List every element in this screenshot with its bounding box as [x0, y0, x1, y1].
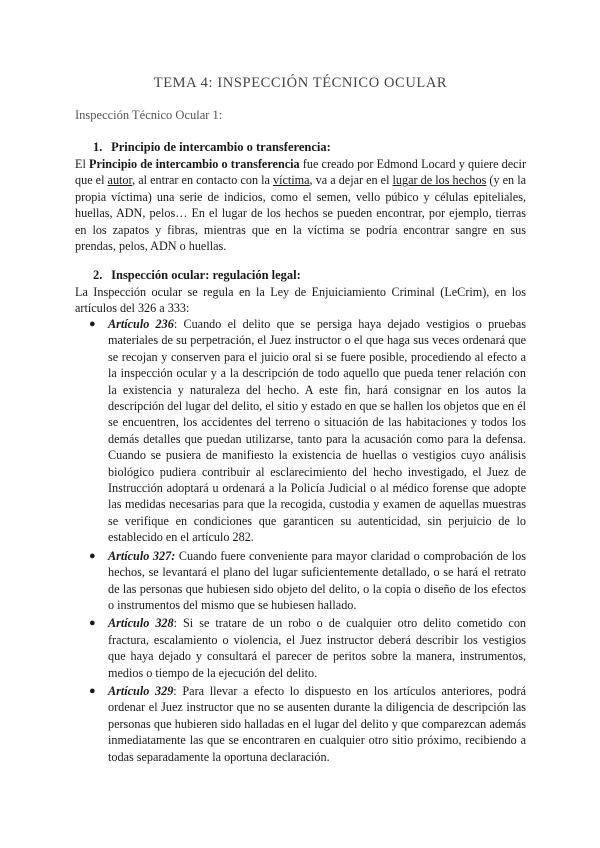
bullet-icon: ● — [89, 318, 96, 330]
term-victima: víctima — [272, 173, 310, 188]
section-2-heading — [93, 268, 301, 283]
article-item — [75, 316, 526, 546]
bullet-icon: ● — [89, 617, 96, 630]
article-item — [75, 548, 526, 614]
section-2-number: 2. — [93, 268, 103, 282]
principle-term: Principio de intercambio o transferencia — [89, 157, 300, 171]
article-text: : Para llevar a efecto lo dispuesto en los artículos anteriores, podrá ordenar el Juez instructor que no se ausenten durante la diligencia de descripción las personas que hubieren sido halladas en el lugar del delito y que comparezcan además inmediatamente las que se encontraren en cualquier otro sitio próximo, recibiendo a todas separadamente la oportuna declaración. — [108, 683, 526, 764]
section-1-number: 1. — [93, 140, 103, 154]
article-label: Artículo 327: — [108, 548, 176, 563]
page-subtitle: Inspección Técnico Ocular 1: — [75, 108, 223, 122]
section-1-paragraph: El Principio de intercambio o transferencia fue creado por Edmond Locard y quiere decir que el autor, al entrar en contacto con la víctima, va a dejar en el lugar de los hechos (y en la propia víctima) una serie de indicios, como el semen, vello púbico y células epiteliales, huellas, ADN, pelos… En el lugar de los hechos se pueden encontrar, por ejemplo, tierras en los zapatos y fibras, mientras que en la víctima se podría encontrar sangre en sus prendas, pelos, ADN o huellas. — [75, 157, 527, 254]
bullet-icon: ● — [89, 549, 96, 562]
section-1-heading — [93, 140, 331, 155]
section-2-intro: La Inspección ocular se regula en la Ley de Enjuiciamiento Criminal (LeCrim), en los artículos del 326 a 333: — [75, 285, 526, 316]
bullet-icon: ● — [89, 684, 96, 697]
article-text: Cuando fuere conveniente para mayor claridad o comprobación de los hechos, se levantará el plano del lugar suficientemente detallado, o se hará el retrato de las personas que hubiesen sido objeto del delito, o la copia o diseño de los efectos o instrumentos del mismo que se hubiesen hallado. — [108, 548, 526, 612]
article-item — [75, 683, 526, 765]
section-1-title: Principio de intercambio o transferencia: — [111, 140, 331, 154]
page-title: TEMA 4: INSPECCIÓN TÉCNICO OCULAR — [153, 75, 448, 91]
term-autor: autor — [107, 173, 133, 188]
article-list — [75, 316, 526, 767]
section-2-title: Inspección ocular: regulación legal: — [111, 268, 301, 282]
article-text: : Cuando el delito que se persiga haya dejado vestigios o pruebas materiales de su perpetración, el Juez instructor o el que haga sus veces ordenará que se recojan y conserven para el juicio oral si se fuere posible, procediendo al efecto a la inspección ocular y a la descripción de todo aquello que pueda tener relación con la existencia y naturaleza del hecho. A este fin, hará consignar en los autos la descripción del lugar del delito, el sitio y estado en que se hallen los objetos que en él se encuentren, los accidentes del terreno o situación de las habitaciones y todos los demás detalles que puedan utilizarse, tanto para la acusación como para la defensa. Cuando se pusiera de manifiesto la existencia de huellas o vestigios cuyo análisis biológico pudiera contribuir al esclarecimiento del hecho investigado, el Juez de Instrucción adoptará u ordenará a la Policía Judicial o al médico forense que adopte las medidas necesarias para que la recogida, custodia y examen de aquellas muestras se verifique en condiciones que garanticen su autenticidad, sin perjuicio de lo establecido en el artículo 282. — [108, 317, 526, 545]
article-label: Artículo 329 — [108, 683, 174, 698]
article-item — [75, 615, 526, 681]
article-label: Artículo 236 — [108, 317, 174, 331]
article-label: Artículo 328 — [108, 616, 174, 631]
term-lugar-hechos: lugar de los hechos — [392, 173, 487, 188]
article-text: : Si se tratare de un robo o de cualquier otro delito cometido con fractura, escalamiento o violencia, el Juez instructor deberá describir los vestigios que haya dejado y consultará el parecer de peritos sobre la manera, instrumentos, medios o tiempo de la ejecución del delito. — [108, 616, 527, 680]
